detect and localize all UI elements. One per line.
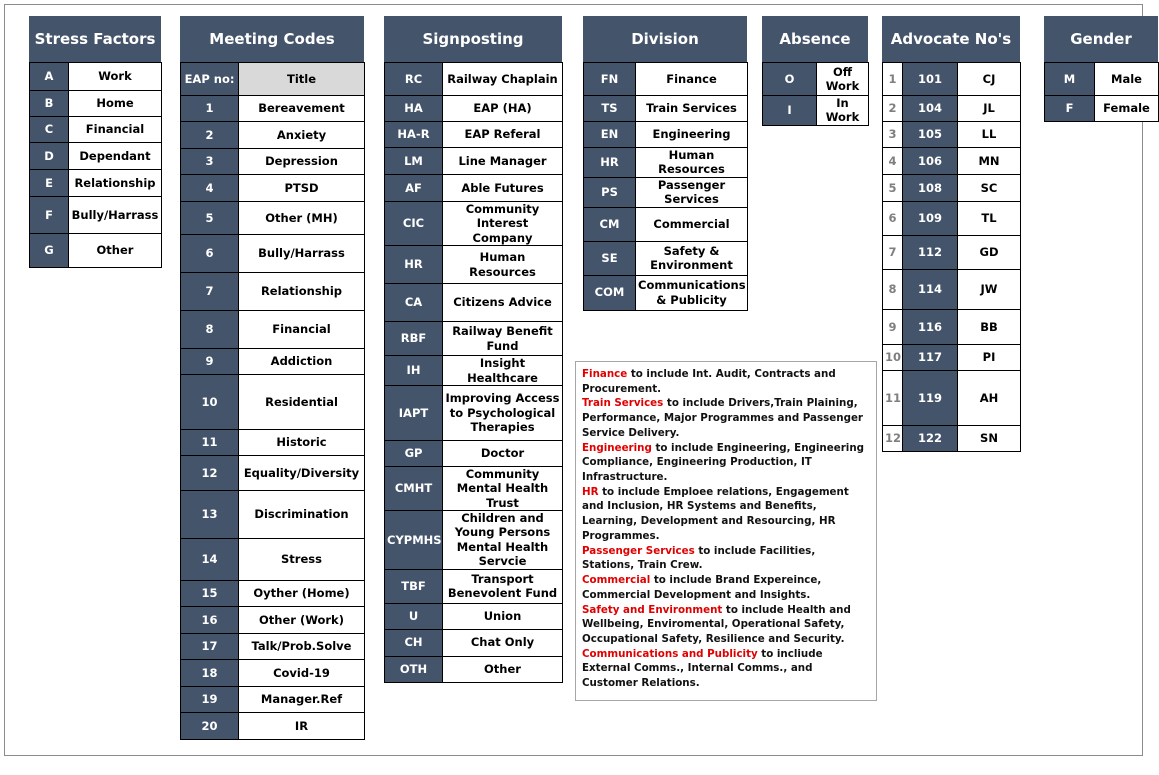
signposting-code: IAPT — [385, 385, 443, 440]
advocate-number: 117 — [903, 345, 958, 371]
meeting-code-title: Bully/Harrass — [239, 235, 365, 273]
signposting-code: CMHT — [385, 466, 443, 510]
signposting-label: Transport Benevolent Fund — [443, 569, 563, 603]
signposting-code: GP — [385, 440, 443, 466]
advocate-row — [883, 236, 1021, 270]
advocate-index: 12 — [883, 426, 903, 452]
meeting-codes-table — [180, 16, 364, 740]
division-label: Safety & Environment — [636, 241, 748, 275]
note-division-description: to include Facilities, Stations, Train Crew. — [582, 544, 816, 572]
signposting-row — [385, 511, 563, 570]
meeting-code-title: Talk/Prob.Solve — [239, 634, 365, 660]
gender-label: Female — [1095, 96, 1159, 122]
signposting-row — [385, 569, 563, 603]
meeting-code-title: Anxiety — [239, 122, 365, 149]
meeting-code-row — [181, 713, 365, 740]
gender-label: Male — [1095, 63, 1159, 96]
signposting-label: Other — [443, 656, 563, 682]
stress-factors-table — [29, 16, 161, 268]
signposting-label: Improving Access to Psychological Therapies — [443, 385, 563, 440]
stress-factor-row — [30, 234, 162, 268]
signposting-row — [385, 603, 563, 629]
advocate-number: 114 — [903, 270, 958, 310]
advocate-index: 6 — [883, 202, 903, 236]
signposting-code: OTH — [385, 656, 443, 682]
signposting-row — [385, 175, 563, 202]
signposting-code: CYPMHS — [385, 511, 443, 570]
meeting-code-title: Equality/Diversity — [239, 456, 365, 491]
note-division-description: to include Drivers,Train Plaining, Performance, Major Programmes and Passenger Service Delivery. — [582, 397, 864, 439]
meeting-code-row — [181, 539, 365, 581]
meeting-code-row — [181, 491, 365, 539]
advocate-row — [883, 122, 1021, 148]
signposting-code: CH — [385, 629, 443, 656]
absence-code: O — [763, 63, 817, 96]
signposting-row — [385, 629, 563, 656]
division-row — [584, 177, 748, 207]
signposting-row — [385, 246, 563, 284]
meeting-code-title: Addiction — [239, 349, 365, 375]
signposting-code: AF — [385, 175, 443, 202]
signposting-row — [385, 148, 563, 175]
meeting-code-number: 15 — [181, 581, 239, 607]
advocate-initials: JW — [958, 270, 1021, 310]
advocate-number: 106 — [903, 148, 958, 175]
meeting-code-number: 11 — [181, 430, 239, 456]
signposting-row — [385, 284, 563, 322]
advocate-initials: TL — [958, 202, 1021, 236]
gender-code: M — [1045, 63, 1095, 96]
advocate-number: 104 — [903, 96, 958, 122]
advocate-initials: GD — [958, 236, 1021, 270]
stress-factor-code: E — [30, 170, 69, 197]
division-code: HR — [584, 148, 636, 178]
meeting-code-row — [181, 607, 365, 634]
signposting-label: Union — [443, 603, 563, 629]
meeting-code-title: Depression — [239, 149, 365, 175]
advocate-index: 11 — [883, 371, 903, 426]
meeting-code-title: Other (MH) — [239, 202, 365, 235]
note-division-name: Safety and Environment — [582, 603, 723, 616]
absence-table — [762, 16, 868, 126]
meeting-code-number: 20 — [181, 713, 239, 740]
note-division-description: to include Emploee relations, Engagement and Inclusion, HR Systems and Benefits, Learning, Development and Resourcing, HR Programmes. — [582, 485, 849, 542]
spreadsheet-sheet — [4, 4, 1150, 756]
signposting-code: RC — [385, 63, 443, 96]
gender-code: F — [1045, 96, 1095, 122]
signposting-label: Community Mental Health Trust — [443, 466, 563, 510]
meeting-code-title: Other (Work) — [239, 607, 365, 634]
eap-no-column-header: EAP no: — [181, 63, 239, 96]
gender-header: Gender — [1044, 16, 1158, 62]
advocate-number: 112 — [903, 236, 958, 270]
advocate-row — [883, 63, 1021, 96]
division-code: FN — [584, 63, 636, 96]
meeting-code-row — [181, 349, 365, 375]
absence-label: Off Work — [817, 63, 869, 96]
meeting-code-title: IR — [239, 713, 365, 740]
meeting-code-row — [181, 634, 365, 660]
signposting-row — [385, 202, 563, 246]
signposting-code: LM — [385, 148, 443, 175]
signposting-row — [385, 440, 563, 466]
meeting-code-row — [181, 202, 365, 235]
signposting-label: Citizens Advice — [443, 284, 563, 322]
meeting-code-row — [181, 175, 365, 202]
meeting-code-number: 6 — [181, 235, 239, 273]
meeting-code-number: 10 — [181, 375, 239, 430]
meeting-code-number: 16 — [181, 607, 239, 634]
meeting-code-title: Stress — [239, 539, 365, 581]
division-header: Division — [583, 16, 747, 62]
stress-factor-code: C — [30, 117, 69, 143]
note-division-description: to include Int. Audit, Contracts and Procurement. — [582, 368, 836, 395]
signposting-code: TBF — [385, 569, 443, 603]
meeting-code-number: 2 — [181, 122, 239, 149]
advocate-index: 10 — [883, 345, 903, 371]
advocate-row — [883, 345, 1021, 371]
gender-row — [1045, 96, 1159, 122]
absence-label: In Work — [817, 96, 869, 126]
note-division-name: Passenger Services — [582, 544, 695, 557]
stress-factor-label: Other — [69, 234, 162, 268]
division-label: Human Resources — [636, 148, 748, 178]
signposting-label: Insight Healthcare — [443, 356, 563, 386]
signposting-row — [385, 63, 563, 96]
meeting-code-row — [181, 96, 365, 122]
division-label: Finance — [636, 63, 748, 96]
meeting-code-title: Manager.Ref — [239, 687, 365, 713]
stress-factor-row — [30, 197, 162, 234]
note-division-name: Finance — [582, 368, 628, 380]
signposting-code: HR — [385, 246, 443, 284]
stress-factor-row — [30, 143, 162, 170]
stress-factor-label: Relationship — [69, 170, 162, 197]
meeting-code-number: 18 — [181, 660, 239, 687]
advocate-index: 2 — [883, 96, 903, 122]
gender-table — [1044, 16, 1158, 122]
meeting-code-title: Residential — [239, 375, 365, 430]
division-row — [584, 122, 748, 148]
signposting-label: Doctor — [443, 440, 563, 466]
meeting-code-row — [181, 660, 365, 687]
stress-factor-label: Financial — [69, 117, 162, 143]
meeting-code-row — [181, 456, 365, 491]
advocate-index: 1 — [883, 63, 903, 96]
gender-row — [1045, 63, 1159, 96]
advocate-row — [883, 310, 1021, 345]
signposting-label: Human Resources — [443, 246, 563, 284]
division-code: PS — [584, 177, 636, 207]
note-division-description: to include Health and Wellbeing, Enviromental, Operational Safety, Occupational Safety, Resilience and Security. — [582, 603, 851, 645]
stress-factor-code: B — [30, 91, 69, 117]
advocate-index: 7 — [883, 236, 903, 270]
meeting-code-number: 1 — [181, 96, 239, 122]
advocate-number: 108 — [903, 175, 958, 202]
signposting-row — [385, 466, 563, 510]
meeting-code-number: 19 — [181, 687, 239, 713]
note-division-description: to include Engineering, Engineering Compliance, Engineering Production, IT Infrastructure. — [582, 441, 865, 484]
meeting-code-title: PTSD — [239, 175, 365, 202]
advocate-initials: MN — [958, 148, 1021, 175]
division-row — [584, 148, 748, 178]
division-code: TS — [584, 96, 636, 122]
signposting-label: Community Interest Company — [443, 202, 563, 246]
signposting-label: Able Futures — [443, 175, 563, 202]
signposting-code: U — [385, 603, 443, 629]
division-row — [584, 241, 748, 275]
meeting-code-number: 14 — [181, 539, 239, 581]
signposting-code: CA — [385, 284, 443, 322]
title-column-header: Title — [239, 63, 365, 96]
advocate-index: 5 — [883, 175, 903, 202]
signposting-label: Chat Only — [443, 629, 563, 656]
stress-factor-label: Work — [69, 63, 162, 91]
meeting-code-row — [181, 122, 365, 149]
absence-row — [763, 63, 869, 96]
meeting-code-number: 5 — [181, 202, 239, 235]
note-division-name: Engineering — [582, 441, 652, 454]
division-label: Train Services — [636, 96, 748, 122]
advocate-initials: CJ — [958, 63, 1021, 96]
note-division-name: Communications and Publicity — [582, 647, 758, 660]
advocate-number: 105 — [903, 122, 958, 148]
stress-factor-row — [30, 170, 162, 197]
signposting-label: EAP Referal — [443, 122, 563, 148]
meeting-codes-header: Meeting Codes — [180, 16, 364, 62]
stress-factor-code: G — [30, 234, 69, 268]
meeting-code-row — [181, 581, 365, 607]
division-table — [583, 16, 747, 311]
advocate-index: 3 — [883, 122, 903, 148]
stress-factor-row — [30, 63, 162, 91]
stress-factor-label: Home — [69, 91, 162, 117]
advocate-row — [883, 426, 1021, 452]
advocate-index: 9 — [883, 310, 903, 345]
advocate-index: 4 — [883, 148, 903, 175]
signposting-label: Railway Benefit Fund — [443, 322, 563, 356]
signposting-row — [385, 385, 563, 440]
note-division-name: Train Services — [582, 397, 664, 410]
division-code: COM — [584, 275, 636, 310]
meeting-code-number: 13 — [181, 491, 239, 539]
advocate-initials: SN — [958, 426, 1021, 452]
advocate-number: 101 — [903, 63, 958, 96]
advocate-number: 109 — [903, 202, 958, 236]
meeting-code-number: 4 — [181, 175, 239, 202]
division-code: EN — [584, 122, 636, 148]
advocate-row — [883, 148, 1021, 175]
meeting-code-title: Discrimination — [239, 491, 365, 539]
meeting-code-title: Oyther (Home) — [239, 581, 365, 607]
meeting-code-title: Historic — [239, 430, 365, 456]
stress-factor-label: Dependant — [69, 143, 162, 170]
signposting-row — [385, 122, 563, 148]
advocate-number: 116 — [903, 310, 958, 345]
meeting-code-number: 9 — [181, 349, 239, 375]
signposting-code: HA-R — [385, 122, 443, 148]
meeting-code-number: 17 — [181, 634, 239, 660]
signposting-label: EAP (HA) — [443, 96, 563, 122]
signposting-label: Children and Young Persons Mental Health Servcie — [443, 511, 563, 570]
stress-factor-row — [30, 117, 162, 143]
advocate-row — [883, 270, 1021, 310]
advocate-initials: BB — [958, 310, 1021, 345]
absence-code: I — [763, 96, 817, 126]
meeting-code-row — [181, 375, 365, 430]
meeting-code-row — [181, 687, 365, 713]
signposting-row — [385, 656, 563, 682]
absence-header: Absence — [762, 16, 868, 62]
signposting-label: Railway Chaplain — [443, 63, 563, 96]
division-label: Communications & Publicity — [636, 275, 748, 310]
division-row — [584, 207, 748, 241]
advocate-row — [883, 175, 1021, 202]
note-division-description: to incliude External Comms., Internal Comms., and Customer Relations. — [582, 647, 823, 690]
advocate-index: 8 — [883, 270, 903, 310]
division-label: Passenger Services — [636, 177, 748, 207]
meeting-code-row — [181, 235, 365, 273]
advocate-initials: PI — [958, 345, 1021, 371]
meeting-code-title: Covid-19 — [239, 660, 365, 687]
advocate-initials: JL — [958, 96, 1021, 122]
meeting-code-number: 12 — [181, 456, 239, 491]
division-row — [584, 63, 748, 96]
advocates-table — [882, 16, 1020, 452]
advocate-row — [883, 371, 1021, 426]
signposting-code: IH — [385, 356, 443, 386]
stress-factor-code: A — [30, 63, 69, 91]
advocate-number: 119 — [903, 371, 958, 426]
meeting-code-number: 8 — [181, 311, 239, 349]
note-division-description: to include Brand Expereince, Commercial Development and Insights. — [582, 574, 822, 601]
signposting-row — [385, 322, 563, 356]
division-label: Commercial — [636, 207, 748, 241]
note-division-name: Commercial — [582, 574, 651, 587]
signposting-header: Signposting — [384, 16, 562, 62]
division-row — [584, 96, 748, 122]
meeting-code-row — [181, 273, 365, 311]
division-notes-box — [575, 361, 877, 701]
advocates-header: Advocate No's — [882, 16, 1020, 62]
signposting-code: CIC — [385, 202, 443, 246]
division-code: CM — [584, 207, 636, 241]
division-row — [584, 275, 748, 310]
division-code: SE — [584, 241, 636, 275]
absence-row — [763, 96, 869, 126]
meeting-code-title: Relationship — [239, 273, 365, 311]
signposting-row — [385, 356, 563, 386]
meeting-code-number: 3 — [181, 149, 239, 175]
advocate-initials: LL — [958, 122, 1021, 148]
advocate-initials: AH — [958, 371, 1021, 426]
advocate-initials: SC — [958, 175, 1021, 202]
stress-factor-row — [30, 91, 162, 117]
signposting-table — [384, 16, 562, 683]
stress-factor-code: D — [30, 143, 69, 170]
meeting-code-row — [181, 149, 365, 175]
meeting-code-title: Bereavement — [239, 96, 365, 122]
signposting-row — [385, 96, 563, 122]
signposting-code: RBF — [385, 322, 443, 356]
stress-factor-label: Bully/Harrass — [69, 197, 162, 234]
stress-factor-code: F — [30, 197, 69, 234]
meeting-code-row — [181, 311, 365, 349]
signposting-code: HA — [385, 96, 443, 122]
meeting-code-number: 7 — [181, 273, 239, 311]
signposting-label: Line Manager — [443, 148, 563, 175]
stress-factors-header: Stress Factors — [29, 16, 161, 62]
note-division-name: HR — [582, 485, 599, 498]
meeting-code-title: Financial — [239, 311, 365, 349]
advocate-row — [883, 96, 1021, 122]
division-label: Engineering — [636, 122, 748, 148]
advocate-number: 122 — [903, 426, 958, 452]
meeting-code-row — [181, 430, 365, 456]
advocate-row — [883, 202, 1021, 236]
